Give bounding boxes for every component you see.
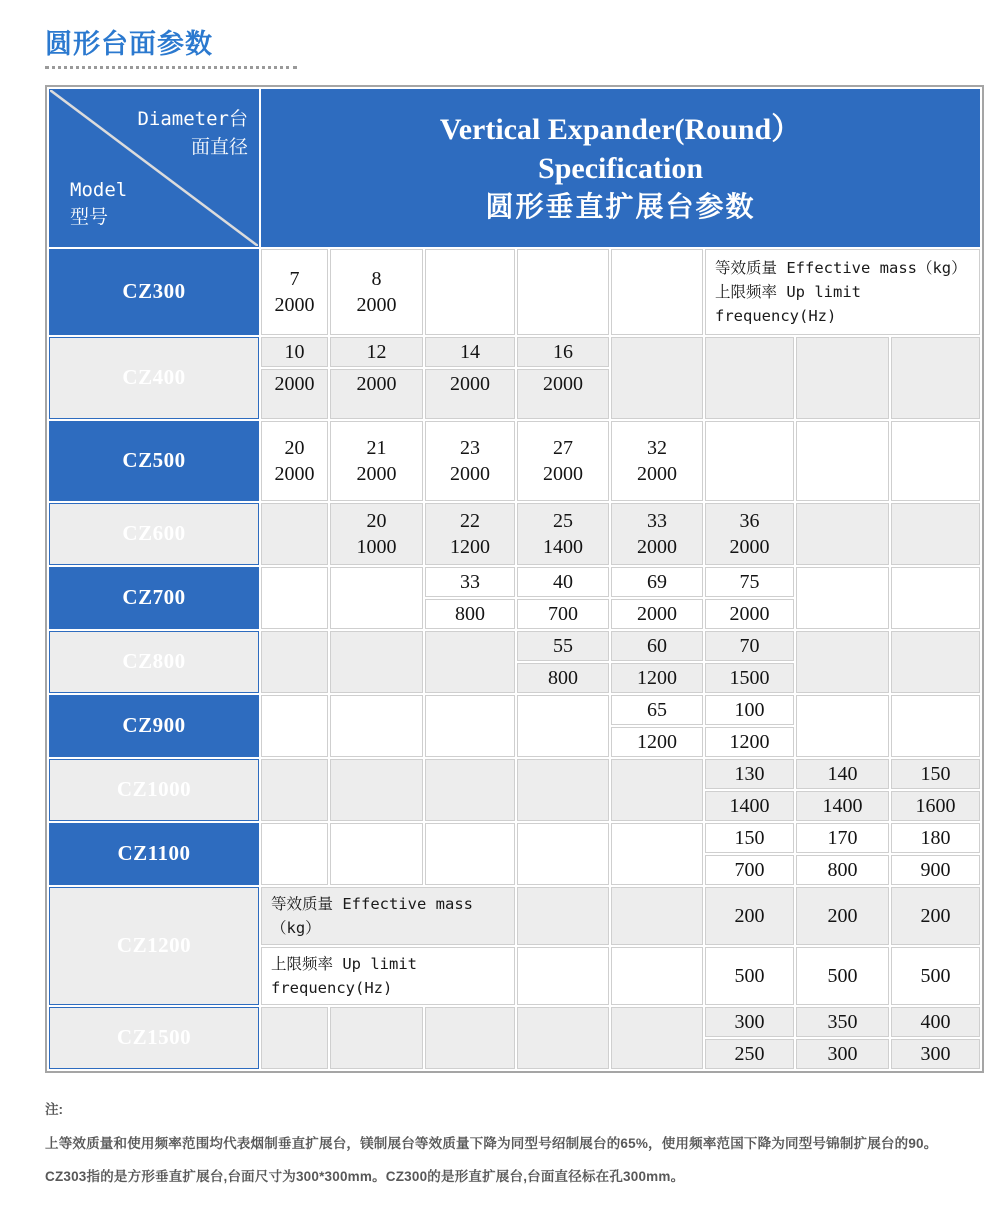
model-cell-cz900: CZ900 (49, 695, 259, 757)
model-cell-cz600: CZ600 (49, 503, 259, 565)
freq-cell: 250 (705, 1039, 794, 1069)
freq-cell: 1600 (891, 791, 980, 821)
empty-cell (611, 947, 703, 1005)
empty-cell (425, 695, 515, 757)
spec-cell: 36 2000 (705, 503, 794, 565)
model-cell-cz1000: CZ1000 (49, 759, 259, 821)
empty-cell (425, 823, 515, 885)
footnotes (45, 1098, 965, 1198)
model-cell-cz300: CZ300 (49, 249, 259, 335)
empty-cell (517, 695, 609, 757)
empty-cell (611, 823, 703, 885)
freq-cell: 700 (705, 855, 794, 885)
empty-cell (261, 1007, 328, 1069)
empty-cell (261, 695, 328, 757)
mass-cell: 300 (705, 1007, 794, 1037)
empty-cell (891, 695, 980, 757)
empty-cell (517, 249, 609, 335)
model-cell-cz400: CZ400 (49, 337, 259, 419)
empty-cell (425, 759, 515, 821)
mass-cell: 350 (796, 1007, 889, 1037)
empty-cell (611, 249, 703, 335)
spec-cell: 27 2000 (517, 421, 609, 501)
row-cz800-top (49, 631, 980, 661)
empty-cell (891, 421, 980, 501)
spec-cell: 7 2000 (261, 249, 328, 335)
units-note-cell: 等效质量 Effective mass（kg） 上限频率 Up limit frequency(Hz) (705, 249, 980, 335)
freq-cell: 900 (891, 855, 980, 885)
mass-cell: 14 (425, 337, 515, 367)
mass-cell: 140 (796, 759, 889, 789)
empty-cell (330, 1007, 423, 1069)
freq-cell: 1500 (705, 663, 794, 693)
freq-cell: 500 (891, 947, 980, 1005)
empty-cell (796, 631, 889, 693)
freq-cell: 1400 (705, 791, 794, 821)
mass-cell: 55 (517, 631, 609, 661)
empty-cell (517, 759, 609, 821)
model-cell-cz1200: CZ1200 (49, 887, 259, 1005)
mass-cell: 40 (517, 567, 609, 597)
freq-cell: 700 (517, 599, 609, 629)
row-cz1200-top (49, 887, 980, 945)
empty-cell (517, 947, 609, 1005)
empty-cell (517, 1007, 609, 1069)
freq-cell: 500 (796, 947, 889, 1005)
mass-cell: 33 (425, 567, 515, 597)
freq-cell: 2000 (611, 599, 703, 629)
freq-cell: 2000 (330, 369, 423, 419)
empty-cell (891, 631, 980, 693)
mass-cell: 150 (705, 823, 794, 853)
empty-cell (517, 887, 609, 945)
footnote-label: 注: (45, 1102, 63, 1117)
empty-cell (705, 337, 794, 419)
empty-cell (705, 421, 794, 501)
mass-cell: 170 (796, 823, 889, 853)
empty-cell (796, 567, 889, 629)
mass-unit-label-cell: 等效质量 Effective mass（kg） (261, 887, 515, 945)
freq-cell: 1400 (796, 791, 889, 821)
spec-cell: 25 1400 (517, 503, 609, 565)
spec-table (45, 85, 984, 1073)
mass-cell: 100 (705, 695, 794, 725)
mass-cell: 69 (611, 567, 703, 597)
row-cz600 (49, 503, 980, 565)
model-cell-cz800: CZ800 (49, 631, 259, 693)
mass-cell: 130 (705, 759, 794, 789)
spec-cell: 22 1200 (425, 503, 515, 565)
spec-cell: 20 2000 (261, 421, 328, 501)
corner-diameter-label: Diameter台面直径 (137, 108, 248, 158)
row-cz700-top (49, 567, 980, 597)
empty-cell (611, 887, 703, 945)
title-underline-dots (45, 66, 297, 69)
empty-cell (425, 631, 515, 693)
spec-cell: 20 1000 (330, 503, 423, 565)
row-cz500 (49, 421, 980, 501)
freq-cell: 300 (796, 1039, 889, 1069)
corner-model-label: Model 型号 (70, 178, 128, 229)
empty-cell (796, 421, 889, 501)
row-cz900-top (49, 695, 980, 725)
empty-cell (891, 503, 980, 565)
mass-cell: 65 (611, 695, 703, 725)
freq-cell: 2000 (425, 369, 515, 419)
footnote-line-2: CZ303指的是方形垂直扩展台,台面尺寸为300*300mm。CZ300的是形直扩展台,台面直径标在孔300mm。 (45, 1169, 685, 1184)
mass-cell: 75 (705, 567, 794, 597)
row-cz400-top (49, 337, 980, 367)
row-cz1000-top (49, 759, 980, 789)
empty-cell (261, 631, 328, 693)
model-cell-cz1500: CZ1500 (49, 1007, 259, 1069)
freq-cell: 800 (796, 855, 889, 885)
table-title-cell (261, 89, 980, 247)
mass-cell: 70 (705, 631, 794, 661)
mass-cell: 150 (891, 759, 980, 789)
freq-cell: 300 (891, 1039, 980, 1069)
freq-cell: 800 (425, 599, 515, 629)
mass-cell: 200 (796, 887, 889, 945)
freq-cell: 2000 (517, 369, 609, 419)
empty-cell (261, 823, 328, 885)
mass-cell: 200 (705, 887, 794, 945)
spec-cell: 21 2000 (330, 421, 423, 501)
mass-cell: 400 (891, 1007, 980, 1037)
freq-cell: 1200 (705, 727, 794, 757)
mass-cell: 16 (517, 337, 609, 367)
page-title: 圆形台面参数 (45, 29, 213, 59)
empty-cell (796, 695, 889, 757)
table-header-row (49, 89, 980, 247)
empty-cell (330, 759, 423, 821)
freq-cell: 2000 (261, 369, 328, 419)
model-cell-cz1100: CZ1100 (49, 823, 259, 885)
footnote-line-1: 上等效质量和使用频率范围均代表烟制垂直扩展台，镁制展台等效质量下降为同型号绍制展台的65%，使用频率范国下降为同型号锦制扩展台的90。 (45, 1136, 938, 1151)
empty-cell (330, 695, 423, 757)
empty-cell (611, 337, 703, 419)
row-cz300 (49, 249, 980, 335)
empty-cell (796, 337, 889, 419)
empty-cell (261, 567, 328, 629)
freq-cell: 800 (517, 663, 609, 693)
table-title-line1: Vertical Expander(Round） (439, 112, 802, 146)
freq-cell: 1200 (611, 727, 703, 757)
empty-cell (891, 337, 980, 419)
empty-cell (425, 1007, 515, 1069)
spec-cell: 32 2000 (611, 421, 703, 501)
empty-cell (330, 567, 423, 629)
freq-cell: 1200 (611, 663, 703, 693)
mass-cell: 12 (330, 337, 423, 367)
corner-wrap (50, 90, 258, 246)
freq-unit-label-cell: 上限频率 Up limit frequency(Hz) (261, 947, 515, 1005)
mass-cell: 60 (611, 631, 703, 661)
mass-cell: 10 (261, 337, 328, 367)
freq-cell: 500 (705, 947, 794, 1005)
empty-cell (425, 249, 515, 335)
row-cz1100-top (49, 823, 980, 853)
corner-header-cell (49, 89, 259, 247)
mass-cell: 200 (891, 887, 980, 945)
empty-cell (517, 823, 609, 885)
empty-cell (330, 631, 423, 693)
mass-cell: 180 (891, 823, 980, 853)
empty-cell (796, 503, 889, 565)
table-title-line2: Specification (538, 152, 704, 186)
spec-cell: 33 2000 (611, 503, 703, 565)
empty-cell (611, 1007, 703, 1069)
row-cz1500-top (49, 1007, 980, 1037)
model-cell-cz700: CZ700 (49, 567, 259, 629)
spec-cell: 8 2000 (330, 249, 423, 335)
empty-cell (330, 823, 423, 885)
empty-cell (891, 567, 980, 629)
spec-cell: 23 2000 (425, 421, 515, 501)
table-title-line3: 圆形垂直扩展台参数 (485, 191, 756, 223)
empty-cell (261, 503, 328, 565)
empty-cell (611, 759, 703, 821)
freq-cell: 2000 (705, 599, 794, 629)
empty-cell (261, 759, 328, 821)
model-cell-cz500: CZ500 (49, 421, 259, 501)
